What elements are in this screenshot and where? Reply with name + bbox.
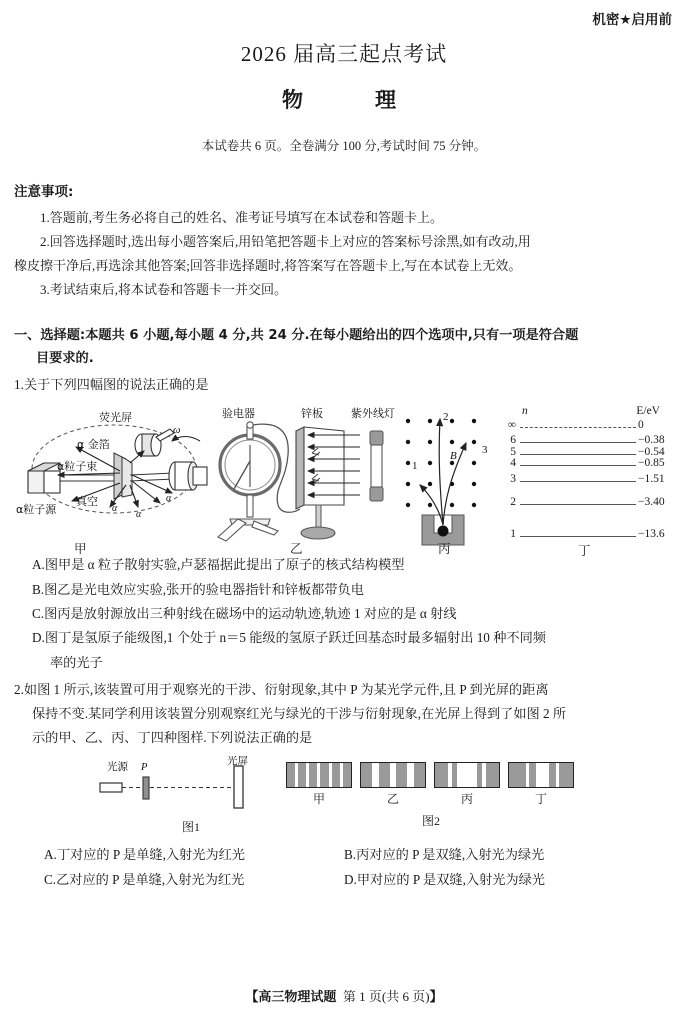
fringe-band bbox=[379, 763, 390, 787]
label-alpha-2: α bbox=[136, 509, 142, 521]
energy-header-n: n bbox=[522, 405, 528, 418]
footer-page: 第 1 页(共 6 页) bbox=[342, 989, 430, 1004]
confidential-notice: 机密★启用前 bbox=[592, 12, 672, 28]
figure-caption-ding: 丁 bbox=[578, 544, 591, 559]
label-track-3: 3 bbox=[482, 444, 488, 457]
q2-option-c: C.乙对应的 P 是单缝,入射光为红光 bbox=[44, 871, 245, 887]
section-heading-line2: 目要求的. bbox=[36, 351, 94, 367]
label-alpha-source: α粒子源 bbox=[16, 503, 57, 517]
page-title: 2026 届高三起点考试 bbox=[240, 42, 448, 66]
q2-stem-line1: 2.如图 1 所示,该装置可用于观察光的干涉、衍射现象,其中 P 为某光学元件,且 P 到光屏的距离 bbox=[14, 682, 549, 698]
energy-level-line bbox=[520, 454, 636, 455]
figure-1-optical-setup bbox=[96, 756, 286, 836]
track-2-path bbox=[439, 419, 443, 525]
notice-section bbox=[0, 180, 688, 302]
fringe-bars bbox=[360, 762, 426, 788]
figure-2-caption: 图2 bbox=[421, 813, 440, 828]
energy-level-n: 3 bbox=[510, 473, 516, 486]
energy-level-value: −3.40 bbox=[638, 496, 665, 509]
energy-level-row-5 bbox=[500, 446, 682, 459]
q2-stem-line2: 保持不变.某同学利用该装置分别观察红光与绿光的干涉与衍射现象,在光屏上得到了如图 2 所 bbox=[32, 706, 567, 722]
fringe-band bbox=[529, 763, 536, 787]
energy-level-n: 6 bbox=[510, 434, 516, 447]
fluorescent-screen-icon bbox=[135, 429, 174, 456]
footer-title: 高三物理试题 bbox=[258, 990, 337, 1005]
q1-option-b: B.图乙是光电效应实验,张开的验电器指针和锌板都带负电 bbox=[32, 581, 364, 597]
label-uv-lamp: 紫外线灯 bbox=[351, 407, 395, 421]
q1-option-d-line1: D.图丁是氢原子能级图,1 个处于 n＝5 能级的氢原子跃迁回基态时最多辐射出 10 种不同频 bbox=[32, 630, 546, 646]
label-alpha-beam: α粒子束 bbox=[57, 460, 98, 474]
energy-level-row-inf bbox=[500, 419, 682, 432]
label-element-p: P bbox=[141, 761, 148, 773]
notice-heading: 注意事项: bbox=[14, 184, 74, 200]
page-footer bbox=[0, 986, 688, 1005]
fringe-band bbox=[559, 763, 573, 787]
fringe-bars bbox=[434, 762, 500, 788]
figure-alpha-scattering bbox=[14, 401, 214, 541]
figure-caption-bing: 丙 bbox=[438, 542, 451, 557]
question-2-figures bbox=[0, 756, 688, 842]
energy-level-line bbox=[520, 504, 636, 505]
figure-photoelectric-effect bbox=[208, 401, 398, 541]
figure-caption-jia: 甲 bbox=[74, 542, 87, 557]
fringe-band bbox=[509, 763, 526, 787]
energy-level-n: 1 bbox=[510, 528, 516, 541]
label-field-B: B bbox=[450, 450, 457, 463]
fringe-band bbox=[343, 763, 351, 787]
fringe-band bbox=[320, 763, 328, 787]
energy-level-value: 0 bbox=[638, 419, 644, 432]
fringe-band bbox=[309, 763, 317, 787]
fringe-label: 甲 bbox=[312, 791, 325, 806]
label-omega: ω bbox=[173, 425, 181, 437]
fringe-label: 丁 bbox=[534, 791, 547, 806]
footer-right-bracket: 】 bbox=[429, 990, 443, 1005]
energy-diagram-headers bbox=[500, 405, 682, 420]
fringe-band bbox=[390, 763, 397, 787]
fringe-band bbox=[457, 763, 476, 787]
q1-option-c: C.图丙是放射源放出三种射线在磁场中的运动轨迹,轨迹 1 对应的是 α 射线 bbox=[32, 605, 457, 621]
label-alpha-3: α bbox=[166, 493, 172, 505]
q1-option-d bbox=[0, 626, 688, 675]
radiation-tracks bbox=[420, 419, 466, 525]
label-alpha-1: α bbox=[112, 503, 118, 515]
label-zinc-plate: 锌板 bbox=[301, 407, 323, 421]
energy-level-row-3 bbox=[500, 473, 682, 486]
fringe-band bbox=[414, 763, 425, 787]
q1-option-a: A.图甲是 α 粒子散射实验,卢瑟福据此提出了原子的核式结构模型 bbox=[32, 557, 405, 573]
gold-foil-icon bbox=[114, 453, 132, 499]
figure-magnetic-field-tracks bbox=[398, 409, 498, 541]
subject-title: 物 理 bbox=[282, 88, 406, 112]
q2-stem-line3: 示的甲、乙、丙、丁四种图样.下列说法正确的是 bbox=[32, 729, 313, 745]
label-track-1: 1 bbox=[412, 460, 418, 473]
figure-2-fringe-patterns bbox=[286, 762, 576, 842]
label-electroscope: 验电器 bbox=[222, 407, 255, 421]
electroscope-icon bbox=[218, 422, 280, 541]
fringe-label: 乙 bbox=[386, 791, 399, 806]
energy-level-line bbox=[520, 442, 636, 443]
energy-level-row-4 bbox=[500, 457, 682, 470]
q1-option-d-line2: 率的光子 bbox=[50, 654, 103, 670]
energy-level-value: −0.85 bbox=[638, 457, 665, 470]
energy-level-n: 4 bbox=[510, 457, 516, 470]
energy-level-value: −13.6 bbox=[638, 528, 665, 541]
fringe-bars bbox=[286, 762, 352, 788]
energy-level-row-2 bbox=[500, 496, 682, 509]
fringe-band bbox=[407, 763, 414, 787]
energy-header-e: E/eV bbox=[636, 405, 660, 418]
notice-item-2-cont: 橡皮擦干净后,再选涂其他答案;回答非选择题时,将答案写在答题卡上,写在本试卷上无效。 bbox=[14, 258, 522, 274]
section-heading-line1: 一、选择题:本题共 6 小题,每小题 4 分,共 24 分.在每小题给出的四个选项中,只有一项是符合题 bbox=[14, 328, 579, 344]
energy-level-line bbox=[520, 536, 636, 537]
q2-options-row-1 bbox=[0, 842, 688, 867]
label-light-source: 光源 bbox=[107, 760, 128, 773]
fringe-pattern-ding bbox=[508, 762, 574, 807]
notice-item-2: 2.回答选择题时,选出每小题答案后,用铅笔把答题卡上对应的答案标号涂黑,如有改动,用 bbox=[40, 234, 531, 250]
optical-element-p-icon bbox=[143, 777, 149, 799]
label-track-2: 2 bbox=[443, 411, 449, 424]
alpha-source-icon bbox=[28, 463, 60, 493]
fringe-band bbox=[486, 763, 499, 787]
fringe-band bbox=[361, 763, 372, 787]
figure-caption-yi: 乙 bbox=[290, 542, 303, 557]
fringe-label: 丙 bbox=[460, 791, 473, 806]
exam-meta: 本试卷共 6 页。全卷满分 100 分,考试时间 75 分钟。 bbox=[201, 139, 487, 153]
fringe-band bbox=[372, 763, 379, 787]
energy-level-row-1 bbox=[500, 528, 682, 541]
fringe-band bbox=[298, 763, 306, 787]
footer-left-bracket: 【 bbox=[245, 990, 259, 1005]
label-gold-foil: α 金箔 bbox=[77, 438, 110, 452]
light-source-icon bbox=[100, 783, 122, 792]
fringe-band bbox=[396, 763, 407, 787]
q2-option-d: D.甲对应的 P 是双缝,入射光为绿光 bbox=[344, 871, 545, 887]
energy-level-value: −0.38 bbox=[638, 434, 665, 447]
figure-1-caption: 图1 bbox=[181, 819, 200, 834]
question-1-stem: 1.关于下列四幅图的说法正确的是 bbox=[14, 377, 209, 393]
fringe-band bbox=[536, 763, 548, 787]
energy-level-row-6 bbox=[500, 434, 682, 447]
section-heading bbox=[0, 324, 688, 370]
energy-level-n: 2 bbox=[510, 496, 516, 509]
notice-item-1: 1.答题前,考生务必将自己的姓名、准考证号填写在本试卷和答题卡上。 bbox=[40, 210, 444, 225]
q2-option-b: B.丙对应的 P 是双缝,入射光为绿光 bbox=[344, 846, 545, 862]
fringe-band bbox=[435, 763, 448, 787]
figure-energy-levels bbox=[500, 405, 682, 545]
energy-level-line bbox=[520, 427, 636, 428]
uv-lamp-icon bbox=[370, 431, 383, 501]
energy-level-value: −0.54 bbox=[638, 446, 665, 459]
screen-icon bbox=[234, 766, 243, 808]
q2-options-row-2 bbox=[0, 867, 688, 892]
fringe-pattern-bing bbox=[434, 762, 500, 807]
label-fluorescent-screen: 荧光屏 bbox=[99, 411, 132, 425]
energy-level-value: −1.51 bbox=[638, 473, 665, 486]
fringe-pattern-yi bbox=[360, 762, 426, 807]
fringe-band bbox=[332, 763, 340, 787]
fringe-band bbox=[287, 763, 295, 787]
energy-level-n: ∞ bbox=[507, 419, 516, 432]
notice-item-3: 3.考试结束后,将本试卷和答题卡一并交回。 bbox=[40, 282, 288, 298]
detector-icon bbox=[169, 462, 207, 490]
fringe-bars bbox=[508, 762, 574, 788]
label-vacuum: 真空 bbox=[76, 495, 98, 509]
label-screen: 光屏 bbox=[227, 755, 248, 767]
energy-level-line bbox=[520, 465, 636, 466]
question-1-figures bbox=[0, 401, 688, 559]
q2-option-a: A.丁对应的 P 是单缝,入射光为红光 bbox=[44, 846, 245, 862]
energy-level-line bbox=[520, 481, 636, 482]
fringe-pattern-jia bbox=[286, 762, 352, 807]
fringe-band bbox=[549, 763, 556, 787]
energy-level-n: 5 bbox=[510, 446, 516, 459]
question-2-stem bbox=[0, 678, 688, 749]
